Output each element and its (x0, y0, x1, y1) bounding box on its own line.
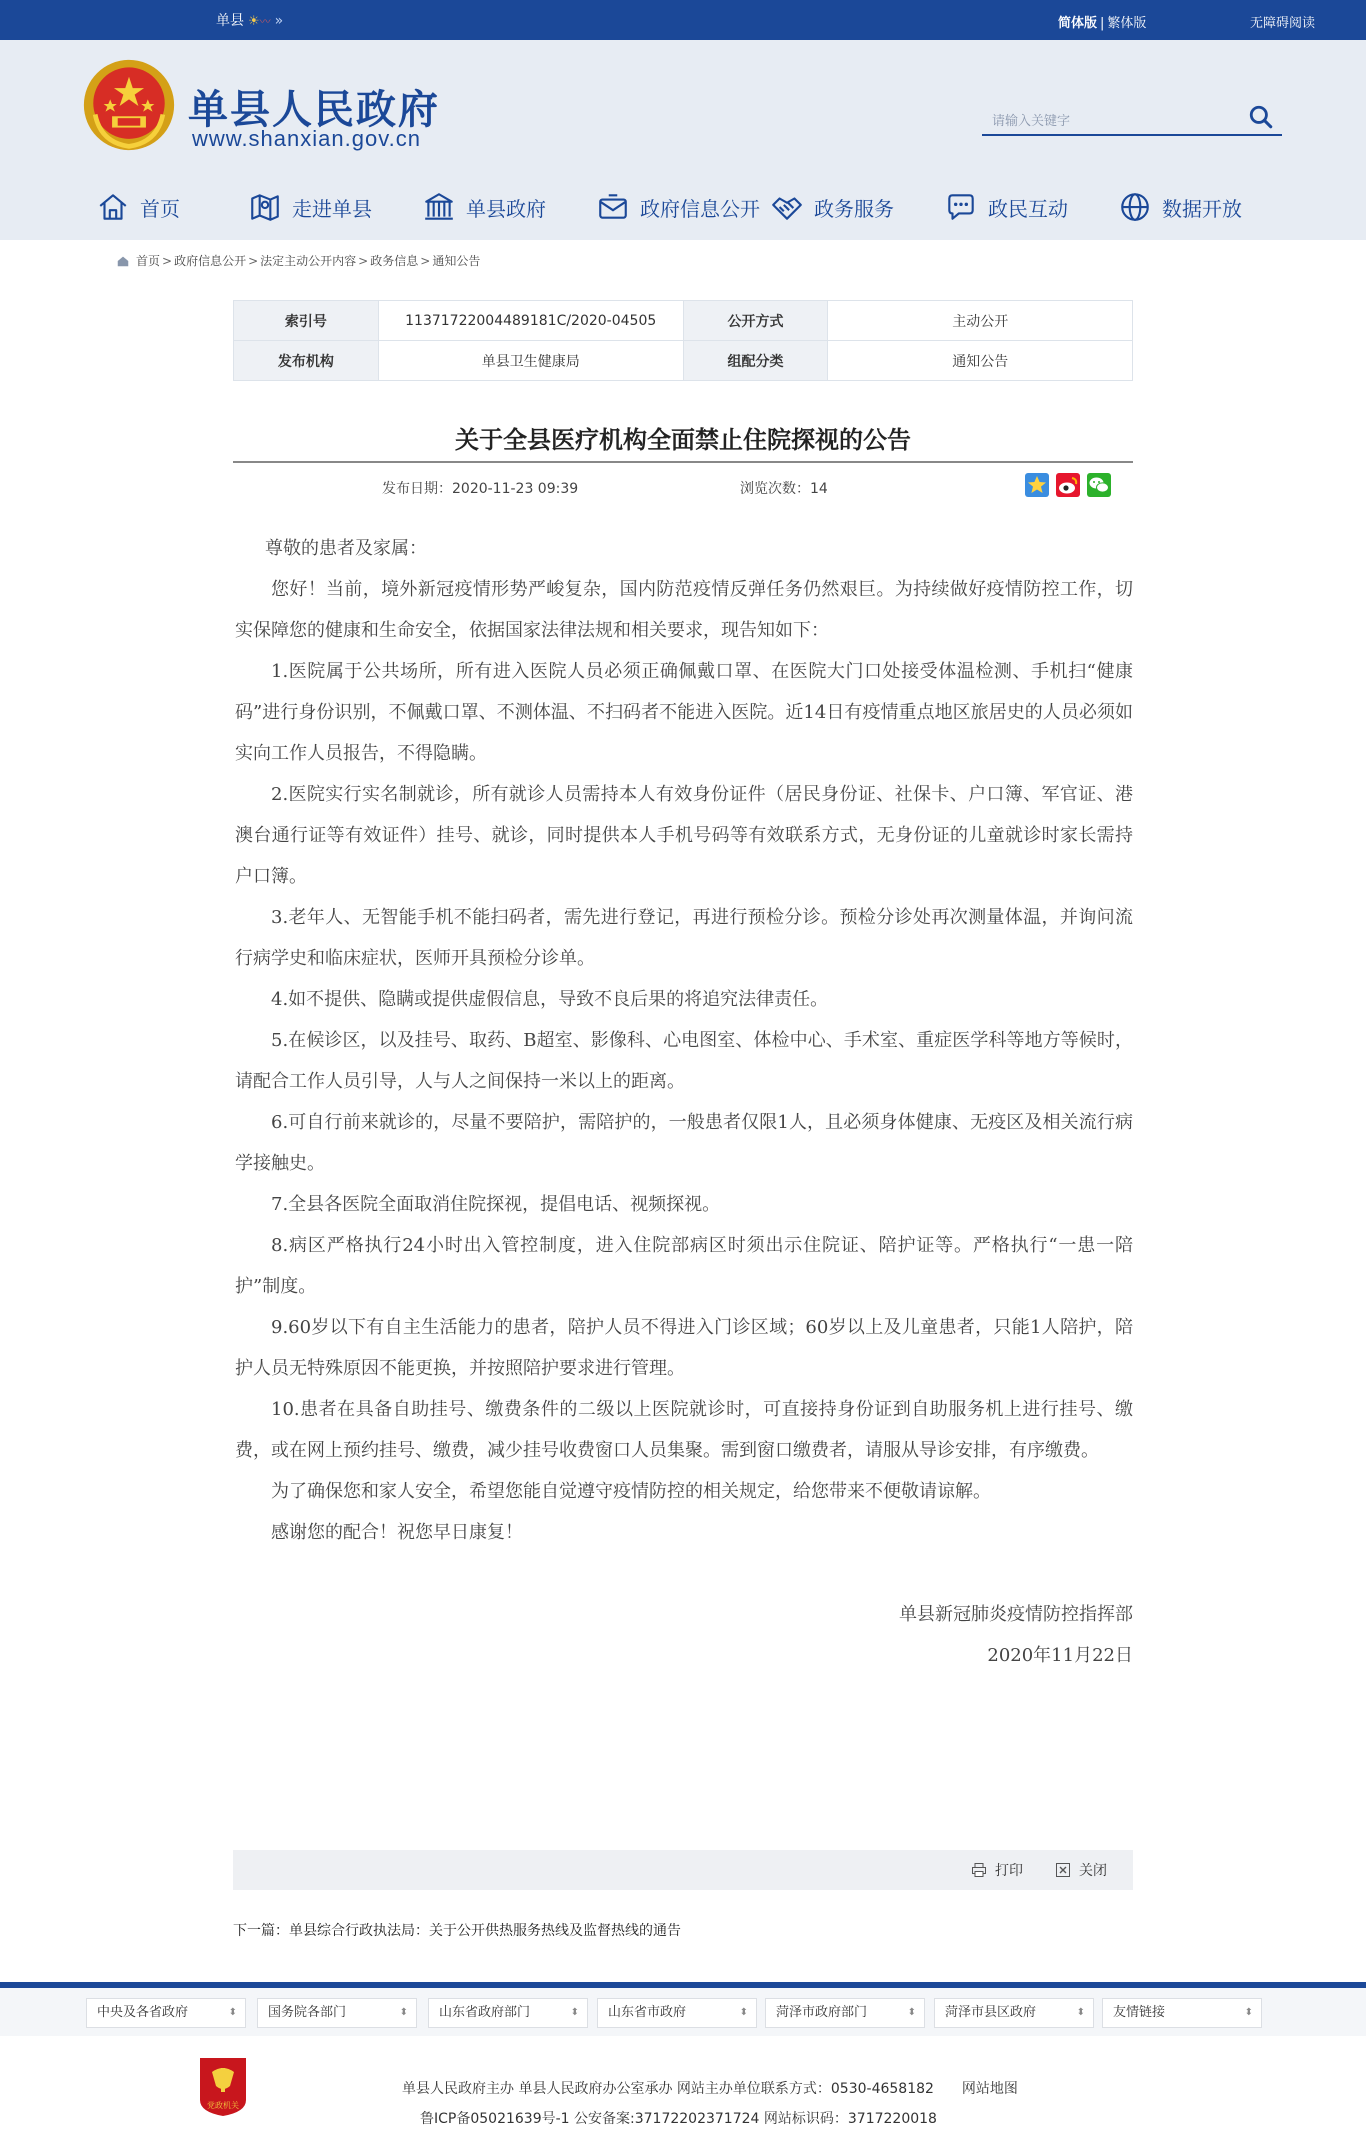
close-button[interactable] (1055, 1850, 1107, 1890)
traditional-link[interactable]: 繁体版 (1107, 16, 1147, 31)
article-paragraph: 您好！当前，境外新冠疫情形势严峻复杂，国内防范疫情反弹任务仍然艰巨。为持续做好疫情防控工作，切实保障您的健康和生命安全，依据国家法律法规和相关要求，现告知如下： (235, 579, 1133, 641)
caret-icon: ⬍ (907, 2007, 916, 2018)
select-label: 国务院各部门 (268, 2005, 347, 2020)
article-paragraph: 1.医院属于公共场所，所有进入医院人员必须正确佩戴口罩、在医院大门口处接受体温检测、手机扫“健康码”进行身份识别，不佩戴口罩、不测体温、不扫码者不能进入医院。近14日有疫情重点地区旅居史的人员必须如实向工作人员报告，不得隐瞒。 (235, 661, 1133, 764)
breadcrumb-separator: > (358, 253, 369, 268)
print-label: 打印 (995, 1863, 1023, 1879)
article-greeting: 尊敬的患者及家属： (265, 538, 427, 559)
caret-icon: ⬍ (570, 2007, 579, 2018)
breadcrumb-separator: > (162, 253, 173, 268)
article-paragraph: 2.医院实行实名制就诊，所有就诊人员需持本人有效身份证件（居民身份证、社保卡、户口簿、军官证、港澳台通行证等有效证件）挂号、就诊，同时提供本人手机号码等有效联系方式，无身份证的儿童就诊时家长需持户口簿。 (235, 784, 1133, 887)
select-label: 山东省市政府 (608, 2005, 687, 2020)
view-count: 浏览次数：14 (740, 481, 828, 497)
simplified-link[interactable]: 简体版 (1058, 16, 1098, 31)
caret-icon: ⬍ (1244, 2007, 1253, 2018)
caret-icon: ⬍ (1076, 2007, 1085, 2018)
caret-icon: ⬍ (739, 2007, 748, 2018)
nav-services[interactable] (770, 190, 894, 224)
index-label: 索引号 (234, 301, 379, 341)
nav-government[interactable] (422, 190, 546, 224)
nav-info-disclosure[interactable] (596, 190, 760, 224)
top-bar (0, 0, 1366, 40)
handshake-icon (770, 190, 804, 224)
spacer (235, 1553, 1133, 1594)
nav-label: 数据开放 (1162, 196, 1242, 221)
next-post-link[interactable]: 下一篇：单县综合行政执法局：关于公开供热服务热线及监督热线的通告 (233, 1923, 681, 1939)
building-icon (422, 190, 456, 224)
mail-icon (596, 190, 630, 224)
caret-icon: ⬍ (399, 2007, 408, 2018)
table-row (234, 301, 1133, 341)
nav-label: 政府信息公开 (640, 196, 760, 221)
index-value: 11371722004489181C/2020-04505 (378, 301, 683, 341)
breadcrumb-item[interactable]: 政府信息公开 (174, 254, 247, 268)
select-label: 山东省政府部门 (439, 2005, 531, 2020)
publish-date: 发布日期：2020-11-23 09:39 (382, 481, 579, 497)
search-input[interactable]: 请输入关键字 (992, 114, 1071, 129)
footer-select-provincial-depts[interactable] (428, 1998, 588, 2028)
nav-about[interactable] (248, 190, 372, 224)
article-paragraph: 5.在候诊区，以及挂号、取药、B超室、影像科、心电图室、体检中心、手术室、重症医学科等地方等候时，请配合工作人员引导，人与人之间保持一米以上的距离。 (235, 1030, 1133, 1092)
article-paragraph: 6.可自行前来就诊的，尽量不要陪护，需陪护的，一般患者仅限1人，且必须身体健康、无疫区及相关流行病学接触史。 (235, 1112, 1133, 1174)
org-label: 发布机构 (234, 341, 379, 381)
top-brand (216, 10, 283, 30)
category-label: 组配分类 (683, 341, 828, 381)
site-title[interactable]: 单县人民政府 (188, 87, 440, 133)
share-qzone-icon[interactable] (1024, 472, 1050, 498)
accessibility-link[interactable]: 无障碍阅读 (1250, 16, 1316, 31)
select-label: 菏泽市县区政府 (945, 2005, 1037, 2020)
metadata-table (233, 300, 1133, 381)
close-label: 关闭 (1079, 1863, 1107, 1879)
article-title: 关于全县医疗机构全面禁止住院探视的公告 (455, 426, 911, 454)
article-toolbar (233, 1850, 1133, 1890)
party-org-badge-icon[interactable] (196, 2056, 250, 2118)
nav-label: 走进单县 (292, 196, 372, 221)
lang-separator: | (1100, 16, 1105, 31)
search-box[interactable] (982, 100, 1282, 136)
article-paragraph: 10.患者在具备自助挂号、缴费条件的二级以上医院就诊时，可直接持身份证到自助服务机上进行挂号、缴费，或在网上预约挂号、缴费，减少挂号收费窗口人员集聚。需到窗口缴费者，请服从导诊安排，有序缴费。 (235, 1399, 1133, 1461)
article-paragraph: 8.病区严格执行24小时出入管控制度，进入住院部病区时须出示住院证、陪护证等。严格执行“一患一陪护”制度。 (235, 1235, 1133, 1297)
article-paragraph: 9.60岁以下有自主生活能力的患者，陪护人员不得进入门诊区域；60岁以上及儿童患者，只能1人陪护，陪护人员无特殊原因不能更换，并按照陪护要求进行管理。 (235, 1317, 1133, 1379)
select-label: 中央及各省政府 (97, 2005, 189, 2020)
footer-info-line: 单县人民政府主办 单县人民政府办公室承办 网站主办单位联系方式：0530-4658182 网站地图 (402, 2081, 1018, 2097)
caret-icon: ⬍ (228, 2007, 237, 2018)
breadcrumb-item[interactable]: 政务信息 (370, 254, 419, 268)
article-paragraph: 感谢您的配合！祝您早日康复！ (271, 1522, 523, 1543)
article-signature: 单县新冠肺炎疫情防控指挥部 (899, 1604, 1133, 1625)
share-wechat-icon[interactable] (1086, 472, 1112, 498)
footer-select-heze-depts[interactable] (765, 1998, 925, 2028)
share-weibo-icon[interactable] (1055, 472, 1081, 498)
footer-select-friend-links[interactable] (1102, 1998, 1262, 2028)
breadcrumb-separator: > (420, 253, 431, 268)
breadcrumb-item[interactable]: 法定主动公开内容 (260, 254, 357, 268)
site-url[interactable]: www.shanxian.gov.cn (192, 126, 421, 151)
article-sign-date: 2020年11月22日 (987, 1645, 1133, 1666)
nav-interaction[interactable] (944, 190, 1068, 224)
print-icon (971, 1862, 987, 1878)
print-button[interactable] (971, 1850, 1023, 1890)
chat-icon (944, 190, 978, 224)
home-icon (96, 190, 130, 224)
org-value: 单县卫生健康局 (378, 341, 683, 381)
article-paragraph: 7.全县各医院全面取消住院探视，提倡电话、视频探视。 (271, 1194, 721, 1215)
category-value: 通知公告 (828, 341, 1133, 381)
language-switch (1058, 12, 1146, 31)
wave-decor-icon: 〰 (259, 15, 271, 28)
globe-icon (1118, 190, 1152, 224)
method-label: 公开方式 (683, 301, 828, 341)
search-icon[interactable] (1248, 104, 1274, 130)
nav-label: 首页 (140, 196, 180, 221)
national-emblem-icon (82, 58, 176, 152)
select-label: 友情链接 (1113, 2005, 1166, 2020)
nav-label: 政务服务 (814, 196, 894, 221)
footer-icp-line: 鲁ICP备05021639号-1 公安备案:37172202371724 网站标识码：3717220018 (420, 2111, 937, 2127)
method-value: 主动公开 (828, 301, 1133, 341)
breadcrumb (116, 252, 480, 269)
nav-label: 单县政府 (466, 196, 546, 221)
article-paragraph: 3.老年人、无智能手机不能扫码者，需先进行登记，再进行预检分诊。预检分诊处再次测量体温，并询问流行病学史和临床症状，医师开具预检分诊单。 (235, 907, 1133, 969)
nav-home[interactable] (96, 190, 180, 224)
footer-select-central[interactable] (86, 1998, 246, 2028)
map-icon (248, 190, 282, 224)
footer-select-city-gov[interactable] (597, 1998, 757, 2028)
footer-select-heze-counties[interactable] (934, 1998, 1094, 2028)
double-chevron-icon: » (274, 13, 284, 29)
sun-decor-icon: ☀ (248, 14, 260, 29)
nav-open-data[interactable] (1118, 190, 1242, 224)
breadcrumb-item[interactable]: 首页 (136, 254, 161, 268)
select-label: 菏泽市政府部门 (776, 2005, 868, 2020)
title-divider (233, 461, 1133, 463)
home-small-icon (116, 254, 130, 268)
article-body (235, 528, 1133, 1676)
close-icon (1055, 1862, 1071, 1878)
breadcrumb-separator: > (248, 253, 259, 268)
breadcrumb-item[interactable]: 通知公告 (432, 254, 481, 268)
footer-select-state-council[interactable] (257, 1998, 417, 2028)
article-paragraph: 4.如不提供、隐瞒或提供虚假信息，导致不良后果的将追究法律责任。 (271, 989, 829, 1010)
party-badge-text: 党政机关 (207, 2101, 239, 2110)
nav-label: 政民互动 (988, 196, 1068, 221)
article-paragraph: 为了确保您和家人安全，希望您能自觉遵守疫情防控的相关规定，给您带来不便敬请谅解。 (271, 1481, 991, 1502)
top-brand-text: 单县 (216, 13, 244, 29)
table-row (234, 341, 1133, 381)
